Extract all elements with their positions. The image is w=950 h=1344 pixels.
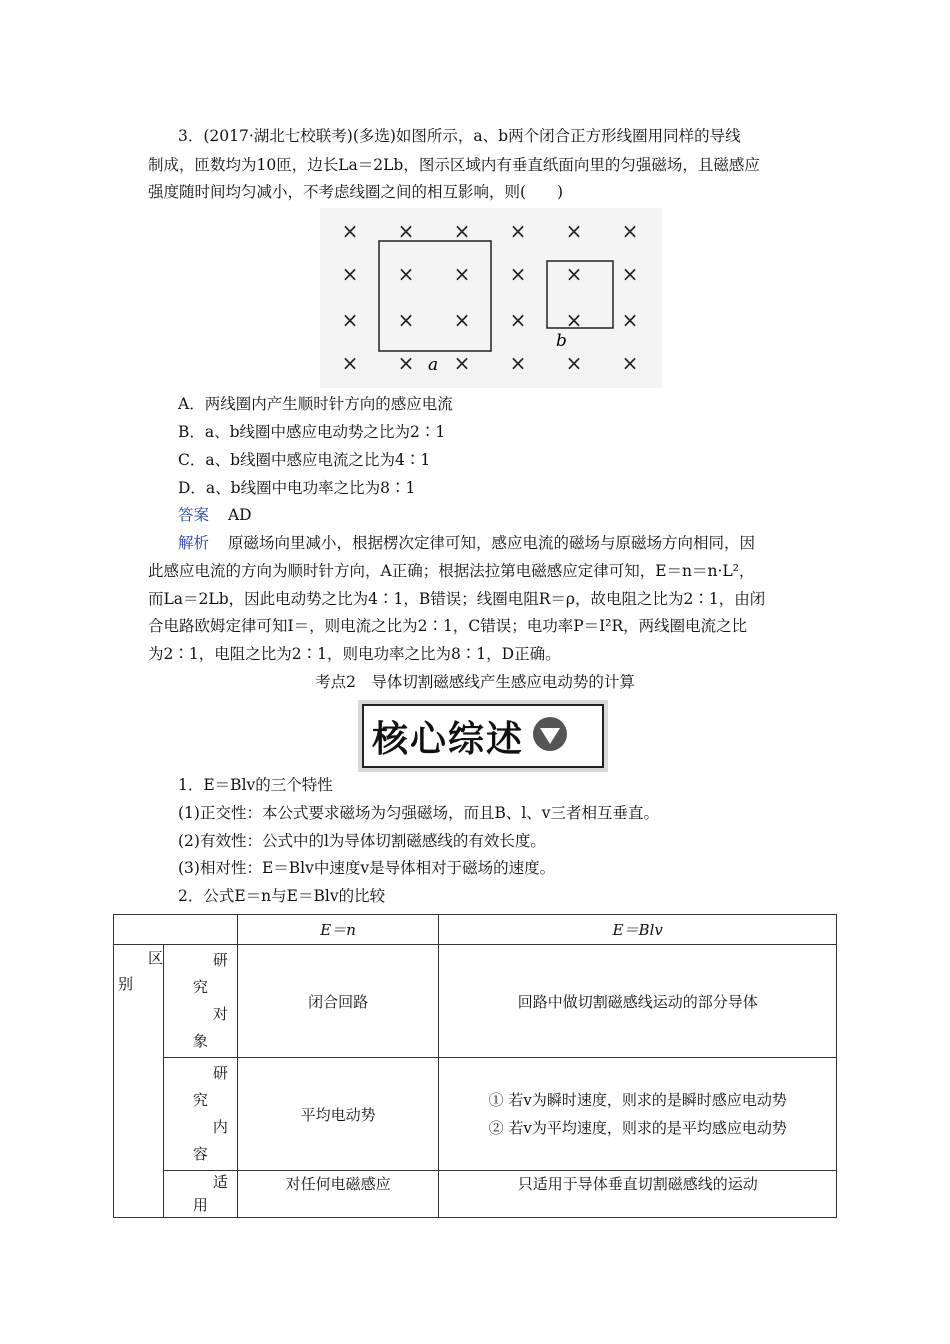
label-char: 用 xyxy=(192,1196,208,1214)
coil-a xyxy=(379,241,491,351)
label-char: 究 xyxy=(192,978,208,996)
comparison-table xyxy=(113,914,837,1218)
question-line-3: 强度随时间均匀减小，不考虑线圈之间的相互影响，则( ) xyxy=(148,183,564,201)
banner-text: 核心综述 xyxy=(372,718,525,760)
field-cross: × xyxy=(341,351,359,375)
table-header-row xyxy=(114,915,837,945)
answer-line xyxy=(178,505,848,525)
point-1-a: (1)正交性：本公式要求磁场为匀强磁场，而且B、l、v三者相互垂直。 xyxy=(178,804,660,822)
field-cross: × xyxy=(621,351,639,375)
question-line-1: 3．(2017·湖北七校联考)(多选)如图所示，a、b两个闭合正方形线圈用同样的导线 xyxy=(178,127,741,145)
group-label-cell xyxy=(114,945,164,1218)
option-a: A．两线圈内产生顺时针方向的感应电流 xyxy=(178,395,453,413)
row-label xyxy=(164,947,237,1055)
field-cross: × xyxy=(341,219,359,243)
field-cross: × xyxy=(341,262,359,286)
row-label-cell xyxy=(164,1058,238,1171)
row-col3: 只适用于导体垂直切割磁感线的运动 xyxy=(439,1171,837,1218)
down-triangle-icon xyxy=(532,716,568,756)
analysis-line-3: 而La＝2Lb，因此电动势之比为4∶1，B错误；线圈电阻R＝ρ，故电阻之比为2∶1，由闭 xyxy=(148,590,766,608)
field-cross: × xyxy=(341,308,359,332)
core-summary-banner xyxy=(358,700,608,772)
group-char-1: 区 xyxy=(148,949,164,967)
label-char: 适 xyxy=(212,1173,228,1191)
analysis-line-1 xyxy=(178,533,848,553)
row-col2: 闭合回路 xyxy=(237,945,439,1058)
row-col2: 平均电动势 xyxy=(237,1058,439,1171)
field-cross: × xyxy=(565,262,583,286)
label-char: 象 xyxy=(192,1032,208,1050)
field-cross: × xyxy=(453,308,471,332)
field-cross: × xyxy=(509,262,527,286)
group-char-2: 别 xyxy=(118,975,134,993)
analysis-line-2: 此感应电流的方向为顺时针方向，A正确；根据法拉第电磁感应定律可知，E＝n＝n·L²， xyxy=(148,562,755,580)
section-title: 考点2 导体切割磁感线产生感应电动势的计算 xyxy=(315,673,635,691)
point-2-title: 2．公式E＝n与E＝Blv的比较 xyxy=(178,887,386,905)
banner-inner xyxy=(362,704,604,768)
row-col3-line: ① 若v为瞬时速度，则求的是瞬时感应电动势 xyxy=(488,1091,787,1109)
field-cross: × xyxy=(453,219,471,243)
answer-label: 答案 xyxy=(178,506,210,524)
option-c: C．a、b线圈中感应电流之比为4∶1 xyxy=(178,451,431,469)
point-1-b: (2)有效性：公式中的l为导体切割磁感线的有效长度。 xyxy=(178,832,546,850)
point-1-c: (3)相对性：E＝Blv中速度v是导体相对于磁场的速度。 xyxy=(178,859,556,877)
row-col2: 对任何电磁感应 xyxy=(237,1171,439,1218)
row-col3-line: ② 若v为平均速度，则求的是平均感应电动势 xyxy=(488,1119,787,1137)
option-b: B．a、b线圈中感应电动势之比为2∶1 xyxy=(178,423,446,441)
field-cross: × xyxy=(621,308,639,332)
answer-value: AD xyxy=(227,506,252,524)
row-col3 xyxy=(439,1058,837,1171)
field-cross: × xyxy=(565,219,583,243)
row-label xyxy=(164,1171,237,1217)
row-col3: 回路中做切割磁感线运动的部分导体 xyxy=(439,945,837,1058)
field-cross: × xyxy=(397,308,415,332)
header-blank xyxy=(114,915,238,945)
field-cross: × xyxy=(621,262,639,286)
field-cross: × xyxy=(453,351,471,375)
field-cross: × xyxy=(621,219,639,243)
analysis-line-5: 为2∶1，电阻之比为2∶1，则电功率之比为8∶1，D正确。 xyxy=(148,645,561,663)
label-char: 容 xyxy=(192,1145,208,1163)
row-label-cell xyxy=(164,945,238,1058)
field-cross: × xyxy=(453,262,471,286)
analysis-label: 解析 xyxy=(178,534,210,552)
label-a: a xyxy=(428,355,439,375)
field-cross: × xyxy=(565,351,583,375)
analysis-text-1: 原磁场向里减小，根据楞次定律可知，感应电流的磁场与原磁场方向相同，因 xyxy=(227,534,755,552)
field-cross: × xyxy=(397,262,415,286)
figure-svg xyxy=(320,208,662,388)
label-char: 研 xyxy=(212,1064,228,1082)
table-row xyxy=(114,945,837,1058)
header-col3: E＝Blv xyxy=(439,915,837,945)
table-row xyxy=(114,1058,837,1171)
label-char: 研 xyxy=(212,951,228,969)
label-b: b xyxy=(556,331,567,351)
option-d: D．a、b线圈中电功率之比为8∶1 xyxy=(178,479,416,497)
field-cross: × xyxy=(509,308,527,332)
table-row xyxy=(114,1171,837,1218)
row-label-cell xyxy=(164,1171,238,1218)
field-cross: × xyxy=(397,219,415,243)
point-1-title: 1．E＝Blv的三个特性 xyxy=(178,776,333,794)
label-char: 究 xyxy=(192,1091,208,1109)
header-col2: E＝n xyxy=(237,915,439,945)
label-char: 对 xyxy=(212,1005,228,1023)
field-cross: × xyxy=(509,219,527,243)
field-cross: × xyxy=(509,351,527,375)
field-cross: × xyxy=(565,308,583,332)
field-cross: × xyxy=(397,351,415,375)
question-line-2: 制成，匝数均为10匝，边长La＝2Lb，图示区域内有垂直纸面向里的匀强磁场，且磁感应 xyxy=(148,156,760,174)
magnetic-field-figure xyxy=(320,208,662,388)
row-label xyxy=(164,1060,237,1168)
label-char: 内 xyxy=(212,1118,228,1136)
analysis-line-4: 合电路欧姆定律可知I＝，则电流之比为2∶1，C错误；电功率P＝I²R，两线圈电流之比 xyxy=(148,617,748,635)
